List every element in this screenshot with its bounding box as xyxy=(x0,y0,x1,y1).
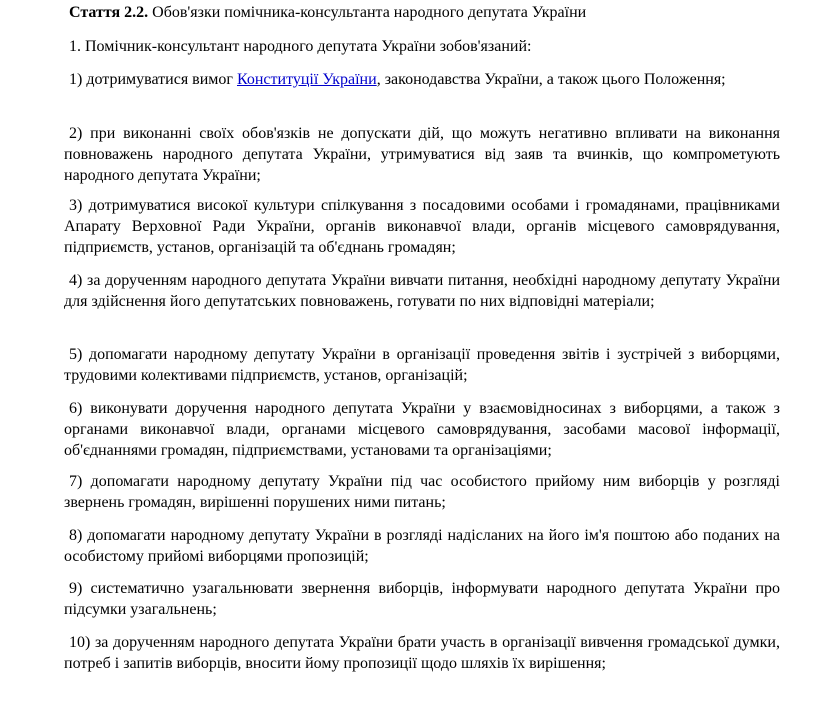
article-heading xyxy=(64,2,780,23)
list-item-10: 10) за дорученням народного депутата України брати участь в організації вивчення громадської думки, потреб і запитів виборців, вносити йому пропозиції щодо шляхів їх вирішення; xyxy=(64,634,780,672)
list-item-8: 8) допомагати народному депутату України в розгляді надісланих на його ім'я поштою або поданих на особистому прийомі виборцями пропозицій; xyxy=(64,527,780,565)
list-item-1-text-after: , законодавства України, а також цього Положення; xyxy=(376,71,726,88)
list-item-1-text-before: 1) дотримуватися вимог xyxy=(69,71,237,88)
constitution-link[interactable]: Конституції України xyxy=(236,71,377,88)
list-item-5: 5) допомагати народному депутату України в організації проведення звітів і зустрічей з виборцями, трудовими колективами підприємств, установ, організацій; xyxy=(64,346,780,384)
list-item-7: 7) допомагати народному депутату України під час особистого прийому ним виборців у розгляді звернень громадян, вирішенні порушених ними питань; xyxy=(64,473,780,511)
article-label: Стаття 2.2. xyxy=(69,4,149,21)
article-title: Обов'язки помічника-консультанта народного депутата України xyxy=(152,4,587,21)
intro-paragraph: 1. Помічник-консультант народного депутата України зобов'язаний: xyxy=(69,38,532,55)
list-item-9: 9) систематично узагальнювати звернення виборців, інформувати народного депутата України про підсумки узагальнень; xyxy=(64,580,780,618)
list-item-1 xyxy=(64,69,780,90)
list-item-4: 4) за дорученням народного депутата України вивчати питання, необхідні народному депутату України для здійснення його депутатських повноважень, готувати по них відповідні матеріали; xyxy=(64,272,780,310)
list-item-2: 2) при виконанні своїх обов'язків не допускати дій, що можуть негативно впливати на виконання повноважень народного депутата України, утримуватися від заяв та вчинків, що компрометують народного депутата України; xyxy=(64,125,780,184)
list-item-6: 6) виконувати доручення народного депутата України у взаємовідносинах з виборцями, а також з органами виконавчої влади, органами місцевого самоврядування, засобами масової інформації, об'єднаннями громадян, підприємствами, установами та організаціями; xyxy=(64,400,780,459)
list-item-3: 3) дотримуватися високої культури спілкування з посадовими особами і громадянами, працівниками Апарату Верховної Ради України, органів виконавчої влади, органів місцевого самоврядування, підприємств, установ, організацій та об'єднань громадян; xyxy=(64,197,780,256)
